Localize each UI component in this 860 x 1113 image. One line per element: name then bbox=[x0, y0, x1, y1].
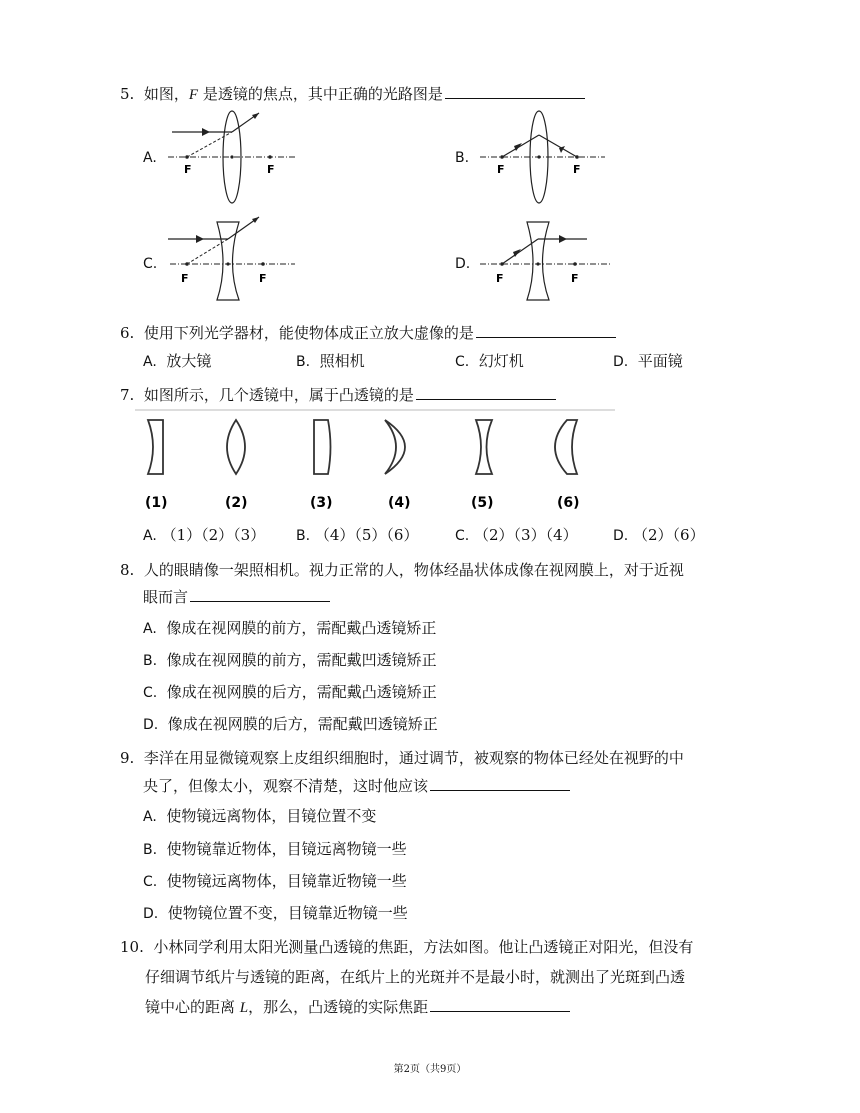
focus-label-right: F bbox=[573, 163, 581, 176]
q6-option-d[interactable]: D. 平面镜 bbox=[613, 352, 683, 370]
lens-1-plano-concave bbox=[148, 420, 163, 474]
lens-1-label: (1) bbox=[145, 495, 168, 511]
focus-label-right: F bbox=[259, 272, 267, 285]
q8-text-line1: 人的眼睛像一架照相机。视力正常的人，物体经晶状体成像在视网膜上，对于近视 bbox=[143, 561, 684, 579]
q7-lens-figure bbox=[135, 408, 615, 518]
q8-answer-blank[interactable] bbox=[190, 587, 330, 602]
q7-answer-blank[interactable] bbox=[416, 385, 556, 400]
focus-point-right bbox=[268, 155, 272, 159]
q5-diagram-b[interactable] bbox=[475, 105, 610, 205]
lens-3-label: (3) bbox=[310, 495, 333, 511]
q5-text-before: 如图， bbox=[143, 85, 189, 103]
q5-diagram-d[interactable] bbox=[475, 212, 615, 307]
page-number: 第2页（共9页） bbox=[393, 1064, 467, 1075]
lens-5-label: (5) bbox=[471, 495, 494, 511]
extension-line bbox=[187, 239, 228, 264]
focus-point-right bbox=[261, 262, 265, 266]
focus-label-right: F bbox=[571, 272, 579, 285]
q6-option-b[interactable]: B. 照相机 bbox=[296, 352, 365, 370]
q9-option-c[interactable]: C. 使物镜远离物体，目镜靠近物镜一些 bbox=[143, 872, 407, 890]
page-footer bbox=[0, 1060, 860, 1075]
lens-6-label: (6) bbox=[557, 495, 580, 511]
q8-stem-line1 bbox=[120, 559, 684, 580]
focus-label-left: F bbox=[497, 163, 505, 176]
focus-label-left: F bbox=[496, 272, 504, 285]
q9-stem-line1 bbox=[120, 747, 684, 768]
incident-ray bbox=[502, 135, 539, 157]
q9-option-a[interactable]: A. 使物镜远离物体，目镜位置不变 bbox=[143, 807, 377, 825]
arrow-icon bbox=[252, 217, 259, 223]
q6-stem bbox=[120, 322, 616, 343]
q6-option-c[interactable]: C. 幻灯机 bbox=[455, 352, 524, 370]
lens-3-plano-convex bbox=[314, 420, 331, 474]
lens-2-biconvex bbox=[227, 420, 245, 474]
q6-number: 6. bbox=[120, 324, 135, 342]
q5-diagram-c[interactable] bbox=[160, 212, 300, 307]
optical-center bbox=[226, 262, 229, 265]
q9-answer-blank[interactable] bbox=[430, 776, 570, 791]
q8-option-c[interactable]: C. 像成在视网膜的后方，需配戴凸透镜矫正 bbox=[143, 683, 437, 701]
q7-option-b[interactable]: B. （4）（5）（6） bbox=[296, 526, 419, 544]
focus-label-left: F bbox=[184, 163, 192, 176]
lens-5-biconcave bbox=[476, 420, 492, 474]
q5-diagram-a[interactable] bbox=[160, 105, 300, 205]
q10-number: 10. bbox=[120, 938, 144, 956]
q8-text-line2: 眼而言 bbox=[143, 588, 189, 606]
q5-number: 5. bbox=[120, 85, 135, 103]
q7-option-d[interactable]: D. （2）（6） bbox=[613, 526, 705, 544]
q8-option-d[interactable]: D. 像成在视网膜的后方，需配戴凹透镜矫正 bbox=[143, 715, 438, 733]
arrow-icon bbox=[252, 113, 259, 119]
q7-stem bbox=[120, 384, 556, 405]
q5-option-d-label[interactable]: D. bbox=[455, 256, 471, 272]
arrow-icon bbox=[196, 235, 204, 243]
q9-option-d[interactable]: D. 使物镜位置不变，目镜靠近物镜一些 bbox=[143, 904, 408, 922]
lens-6-concave-meniscus bbox=[555, 420, 577, 474]
optical-center bbox=[536, 262, 539, 265]
q8-number: 8. bbox=[120, 561, 135, 579]
q5-text-after: 是透镜的焦点，其中正确的光路图是 bbox=[198, 85, 443, 103]
q5-answer-blank[interactable] bbox=[445, 84, 585, 99]
concave-lens bbox=[527, 222, 549, 300]
q9-number: 9. bbox=[120, 749, 135, 767]
q7-option-c[interactable]: C. （2）（3）（4） bbox=[455, 526, 578, 544]
q10-stem-line1 bbox=[120, 936, 693, 957]
q5-option-b-label[interactable]: B. bbox=[455, 150, 470, 166]
q10-text-line3-after: ，那么，凸透镜的实际焦距 bbox=[248, 998, 429, 1016]
q6-option-a[interactable]: A. 放大镜 bbox=[143, 352, 212, 370]
q7-option-a[interactable]: A. （1）（2）（3） bbox=[143, 526, 266, 544]
extension-line bbox=[187, 132, 232, 157]
q10-answer-blank[interactable] bbox=[430, 997, 570, 1012]
q7-number: 7. bbox=[120, 386, 135, 404]
focus-label-left: F bbox=[181, 272, 189, 285]
lens-4-label: (4) bbox=[388, 495, 411, 511]
focus-label-right: F bbox=[267, 163, 275, 176]
q10-text-line3-before: 镜中心的距离 bbox=[145, 998, 236, 1016]
q10-stem-line2 bbox=[145, 966, 685, 987]
optical-center bbox=[537, 155, 540, 158]
lens-4-convex-meniscus bbox=[385, 420, 405, 474]
q5-stem bbox=[120, 83, 585, 104]
q9-stem-line2 bbox=[143, 775, 570, 796]
q8-option-b[interactable]: B. 像成在视网膜的前方，需配戴凹透镜矫正 bbox=[143, 651, 437, 669]
q6-text: 使用下列光学器材，能使物体成正立放大虚像的是 bbox=[143, 324, 474, 342]
q9-option-b[interactable]: B. 使物镜靠近物体，目镜远离物镜一些 bbox=[143, 840, 407, 858]
q8-option-a[interactable]: A. 像成在视网膜的前方，需配戴凸透镜矫正 bbox=[143, 619, 437, 637]
optical-center bbox=[230, 155, 233, 158]
lens-2-label: (2) bbox=[225, 495, 248, 511]
q8-stem-line2 bbox=[143, 586, 330, 607]
q10-stem-line3 bbox=[145, 996, 570, 1017]
arrow-icon bbox=[202, 128, 210, 136]
focus-point-right bbox=[573, 262, 577, 266]
q9-text-line2: 央了，但像太小，观察不清楚，这时他应该 bbox=[143, 777, 429, 795]
arrow-icon bbox=[559, 235, 567, 243]
q10-text-line2: 仔细调节纸片与透镜的距离，在纸片上的光斑并不是最小时，就测出了光斑到凸透 bbox=[145, 968, 686, 986]
refracted-ray bbox=[539, 135, 577, 157]
q7-text: 如图所示，几个透镜中，属于凸透镜的是 bbox=[143, 386, 414, 404]
q5-option-a-label[interactable]: A. bbox=[143, 150, 157, 166]
q10-text-line1: 小林同学利用太阳光测量凸透镜的焦距，方法如图。他让凸透镜正对阳光，但没有 bbox=[153, 938, 694, 956]
q5-option-c-label[interactable]: C. bbox=[143, 256, 158, 272]
q10-var-l: L bbox=[239, 1000, 249, 1016]
q6-answer-blank[interactable] bbox=[476, 323, 616, 338]
q9-text-line1: 李洋在用显微镜观察上皮组织细胞时，通过调节，被观察的物体已经处在视野的中 bbox=[143, 749, 684, 767]
q5-var-f: F bbox=[188, 87, 199, 103]
